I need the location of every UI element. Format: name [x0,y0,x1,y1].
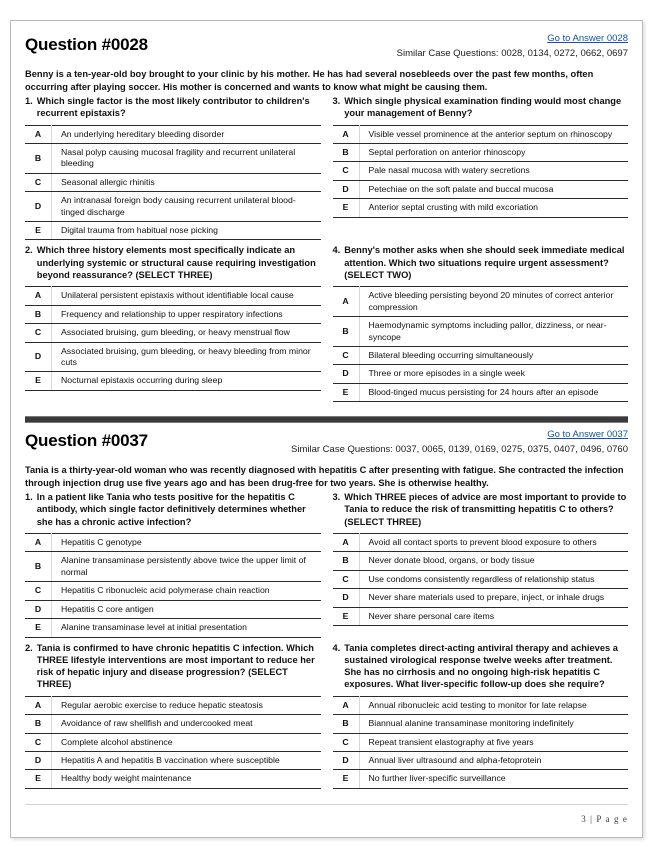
table-row[interactable] [25,324,321,342]
option-letter: D [333,180,360,198]
table-row[interactable] [25,696,321,714]
option-letter: C [25,173,52,191]
option-text: Frequency and relationship to upper respiratory infections [52,305,321,323]
option-letter: E [25,372,52,390]
table-row[interactable] [333,570,629,588]
question-number: 2. [25,642,33,653]
similar-case-questions: Similar Case Questions: 0028, 0134, 0272, 0662, 0697 [396,48,628,59]
question-item-4 [333,244,629,406]
question-text: In a patient like Tania who tests positive for the hepatitis C antibody, which single factor definitively determines whether she has a chronic active infection? [36,492,306,527]
option-letter: D [333,365,360,383]
table-row[interactable] [333,317,629,347]
option-text: Repeat transient elastography at five years [359,733,628,751]
table-row[interactable] [333,770,629,788]
option-text: Seasonal allergic rhinitis [52,173,321,191]
option-text: Nasal polyp causing mucosal fragility and recurrent unilateral bleeding [52,144,321,174]
page-number: 3 | P a g e [581,814,628,824]
table-row[interactable] [333,287,629,317]
table-row[interactable] [333,534,629,552]
option-text: Never share materials used to prepare, inject, or inhale drugs [359,589,628,607]
option-text: Avoid all contact sports to prevent blood exposure to others [359,534,628,552]
question-stem [25,95,321,120]
question-stem [333,95,629,120]
question-stem [25,244,321,281]
options-table [333,696,629,789]
option-text: Blood-tinged mucus persisting for 24 hours after an episode [359,383,628,401]
option-text: Avoidance of raw shellfish and undercooked meat [52,715,321,733]
option-letter: E [333,607,360,625]
option-letter: D [25,751,52,769]
option-letter: A [333,125,360,143]
option-text: Bilateral bleeding occurring simultaneously [359,346,628,364]
question-number: 4. [332,245,341,256]
option-letter: C [333,733,360,751]
option-letter: C [25,733,52,751]
question-text: Which single physical examination finding would most change your management of Benny? [344,96,622,119]
option-letter: C [333,346,360,364]
question-columns-row-2 [25,244,628,406]
option-letter: B [333,552,360,570]
option-text: Never share personal care items [359,607,628,625]
option-letter: C [25,582,52,600]
option-text: Hepatitis A and hepatitis B vaccination where susceptible [52,751,321,769]
option-letter: D [333,751,360,769]
option-letter: E [25,770,52,788]
table-row[interactable] [25,582,321,600]
option-letter: A [25,125,52,143]
table-row[interactable] [25,222,321,240]
question-header-right [397,33,628,60]
option-text: Alanine transaminase persistently above twice the upper limit of normal [52,552,321,582]
option-text: Annual ribonucleic acid testing to monitor for late relapse [359,696,628,714]
question-stem [333,244,629,281]
table-row[interactable] [25,305,321,323]
option-letter: A [333,696,360,714]
option-text: Active bleeding persisting beyond 20 minutes of correct anterior compression [359,287,628,317]
table-row[interactable] [25,619,321,637]
question-columns-row-2 [25,642,628,793]
question-item-2 [25,642,321,793]
table-row[interactable] [25,125,321,143]
options-table [25,696,321,789]
option-text: Use condoms consistently regardless of relationship status [359,570,628,588]
question-number: 1. [25,492,33,503]
page-footer [25,804,628,827]
question-block-0028 [25,33,628,406]
table-row[interactable] [333,125,629,143]
option-letter: D [25,342,52,372]
option-letter: B [25,144,52,174]
question-text: Tania completes direct-acting antiviral therapy and achieves a sustained virological response twelve weeks after treatment. She has no cirrhosis and no ongoing high-risk hepatitis C exposures. What liver-specific follow-up does she require? [344,642,618,690]
option-text: Hepatitis C core antigen [52,600,321,618]
option-letter: B [25,715,52,733]
option-letter: B [333,317,360,347]
option-letter: B [25,552,52,582]
table-row[interactable] [25,192,321,222]
option-letter: E [25,222,52,240]
table-row[interactable] [25,144,321,174]
option-letter: D [25,600,52,618]
question-stem [25,642,321,691]
table-row[interactable] [333,751,629,769]
option-letter: C [333,570,360,588]
table-row[interactable] [25,552,321,582]
option-text: An intranasal foreign body causing recurrent unilateral blood-tinged discharge [52,192,321,222]
section-divider [25,416,628,423]
option-letter: A [333,534,360,552]
question-number: 1. [25,96,33,106]
table-row[interactable] [333,180,629,198]
question-item-3 [333,95,629,222]
option-letter: E [333,770,360,788]
option-text: Regular aerobic exercise to reduce hepatic steatosis [52,696,321,714]
table-row[interactable] [25,770,321,788]
option-text: An underlying hereditary bleeding disorder [52,125,321,143]
table-row[interactable] [25,751,321,769]
option-text: Hepatitis C genotype [52,534,321,552]
table-row[interactable] [333,696,629,714]
question-columns-row-1 [25,491,628,641]
table-row[interactable] [25,733,321,751]
table-row[interactable] [333,365,629,383]
question-number: 4. [332,642,341,653]
question-text: Benny's mother asks when she should seek immediate medical attention. Which two situations require urgent assessment? (SELECT TWO) [344,245,625,281]
question-stem [25,491,321,528]
table-row[interactable] [333,144,629,162]
table-row[interactable] [333,733,629,751]
table-row[interactable] [333,383,629,401]
options-table [333,125,629,218]
question-text: Tania is confirmed to have chronic hepatitis C infection. Which THREE lifestyle interventions are most important to reduce her risk of hepatic injury and disease progression? (SELECT THREE) [36,642,315,690]
table-row[interactable] [25,342,321,372]
option-text: Alanine transaminase level at initial presentation [52,619,321,637]
options-table [25,286,321,390]
table-row[interactable] [333,199,629,217]
option-letter: B [333,715,360,733]
option-letter: D [25,192,52,222]
option-letter: A [25,696,52,714]
document-page [10,20,643,838]
similar-case-questions: Similar Case Questions: 0037, 0065, 0139, 0169, 0275, 0375, 0407, 0496, 0760 [291,444,628,456]
table-row[interactable] [333,162,629,180]
option-text: Healthy body weight maintenance [52,770,321,788]
table-row[interactable] [25,715,321,733]
option-text: No further liver-specific surveillance [359,770,628,788]
table-row[interactable] [25,534,321,552]
question-text: Which THREE pieces of advice are most important to provide to Tania to reduce the risk of transmitting hepatitis C to others? (SELECT THREE) [344,492,627,527]
option-text: Annual liver ultrasound and alpha-fetoprotein [359,751,628,769]
question-item-2 [25,244,321,394]
option-text: Anterior septal crusting with mild excoriation [359,199,628,217]
option-letter: A [333,287,360,317]
question-item-1 [25,95,321,244]
table-row[interactable] [333,715,629,733]
question-columns-row-1 [25,95,628,244]
case-vignette: Tania is a thirty-year-old woman who was recently diagnosed with hepatitis C after presenting with fatigue. She contracted the infection through injection drug use five years ago and has been drug-free for two years. She is otherwise healthy. [25,465,624,488]
table-row[interactable] [333,589,629,607]
option-letter: A [25,287,52,305]
table-row[interactable] [25,173,321,191]
question-header [25,429,628,463]
option-text: Complete alcohol abstinence [52,733,321,751]
option-text: Three or more episodes in a single week [359,365,628,383]
question-title: Question #0037 [25,431,148,451]
option-text: Hepatitis C ribonucleic acid polymerase chain reaction [52,582,321,600]
option-text: Biannual alanine transaminase monitoring indefinitely [359,715,628,733]
option-text: Haemodynamic symptoms including pallor, dizziness, or near-syncope [359,317,628,347]
table-row[interactable] [333,607,629,625]
option-text: Never donate blood, organs, or body tissue [359,552,628,570]
question-number: 3. [332,492,341,503]
option-text: Visible vessel prominence at the anterior septum on rhinoscopy [359,125,628,143]
option-text: Associated bruising, gum bleeding, or heavy menstrual flow [52,324,321,342]
option-letter: B [25,305,52,323]
option-text: Septal perforation on anterior rhinoscopy [359,144,628,162]
question-number: 2. [25,245,33,256]
option-letter: E [333,199,360,217]
table-row[interactable] [333,346,629,364]
question-title: Question #0028 [25,35,148,54]
question-text: Which three history elements most specifically indicate an underlying systemic or structural cause requiring investigation beyond reassurance? (SELECT THREE) [36,245,316,281]
table-row[interactable] [25,287,321,305]
option-letter: E [333,383,360,401]
option-text: Digital trauma from habitual nose picking [52,222,321,240]
option-letter: B [333,144,360,162]
go-to-answer-link[interactable]: Go to Answer 0037 [547,429,628,441]
options-table [333,286,629,402]
option-letter: C [333,162,360,180]
option-letter: D [333,589,360,607]
option-letter: E [25,619,52,637]
option-letter: C [25,324,52,342]
table-row[interactable] [333,552,629,570]
option-text: Petechiae on the soft palate and buccal mucosa [359,180,628,198]
question-text: Which single factor is the most likely contributor to children's recurrent epistaxis? [36,96,310,119]
question-item-3 [333,491,629,630]
question-item-1 [25,491,321,641]
option-letter: A [25,534,52,552]
case-vignette: Benny is a ten-year-old boy brought to your clinic by his mother. He has had several nosebleeds over the past few months, often occurring after playing soccer. His mother is concerned and wants to know what might be causing them. [25,69,594,92]
options-table [25,125,321,241]
question-number: 3. [332,96,341,106]
question-item-4 [333,642,629,793]
question-stem [333,491,629,528]
question-block-0037 [25,429,628,793]
options-table [333,533,629,626]
question-header [25,33,628,67]
question-stem [333,642,629,691]
option-text: Pale nasal mucosa with watery secretions [359,162,628,180]
option-text: Associated bruising, gum bleeding, or heavy bleeding from minor cuts [52,342,321,372]
go-to-answer-link[interactable]: Go to Answer 0028 [547,33,628,44]
page-content [11,21,642,837]
table-row[interactable] [25,600,321,618]
options-table [25,533,321,637]
question-header-right [291,429,628,456]
option-text: Unilateral persistent epistaxis without identifiable local cause [52,287,321,305]
option-text: Nocturnal epistaxis occurring during sleep [52,372,321,390]
table-row[interactable] [25,372,321,390]
